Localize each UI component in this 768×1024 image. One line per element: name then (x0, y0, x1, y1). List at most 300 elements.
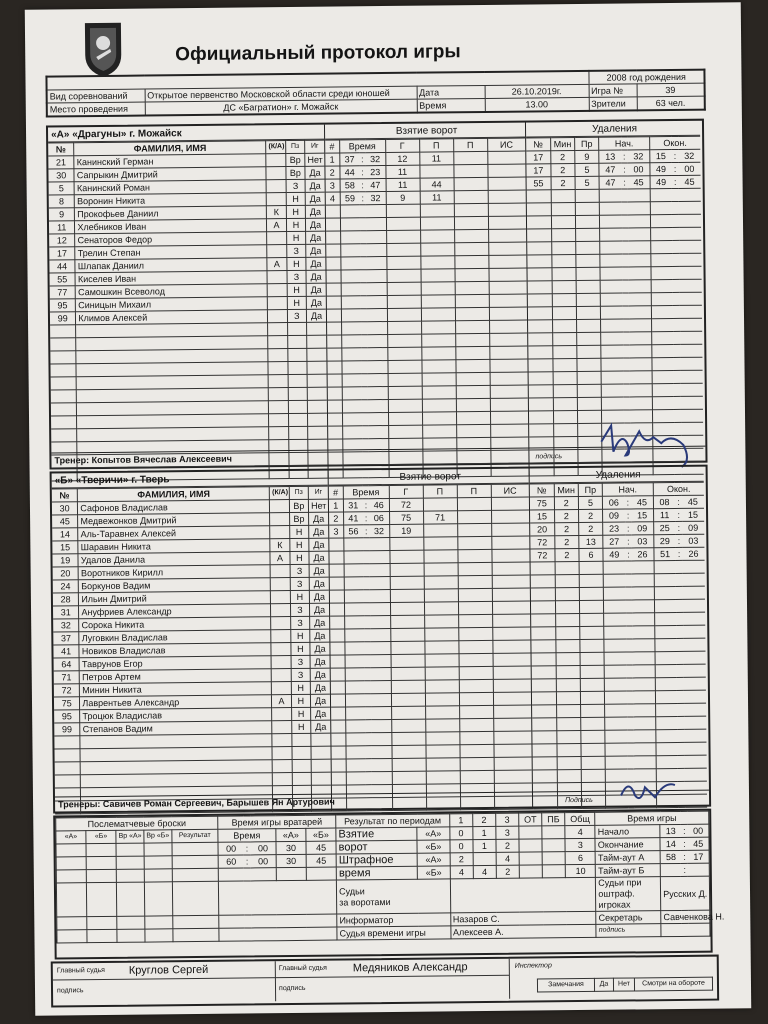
cell (633, 717, 655, 730)
cell (556, 717, 580, 730)
cell (555, 613, 579, 626)
time-a: 58 (660, 850, 681, 863)
player-position: Н (289, 538, 309, 551)
cell (489, 281, 527, 294)
team-a-signature (591, 411, 712, 472)
player-number: 30 (52, 502, 78, 515)
penalty-time-sep: : (675, 521, 682, 534)
player-position: З (286, 179, 306, 192)
goal-number: 2 (325, 166, 339, 179)
cell (343, 538, 363, 551)
shootout-a: «А» (56, 831, 86, 844)
cell (489, 333, 527, 346)
header-ka: (К/А) (270, 487, 290, 500)
cell (87, 916, 117, 929)
goalie-time-sep: : (243, 842, 250, 855)
summary-value (542, 852, 565, 865)
cell (529, 424, 553, 437)
cell (489, 268, 527, 281)
cell (424, 615, 458, 628)
cell (421, 269, 455, 282)
cell (529, 398, 553, 411)
penalty-start-sec: 45 (631, 496, 653, 509)
cell (370, 615, 390, 628)
cell (424, 602, 458, 615)
cell (605, 756, 627, 769)
player-position: Н (291, 642, 311, 655)
goal-minute: 56 (343, 525, 363, 538)
goal-scorer: 11 (385, 165, 419, 178)
cell (307, 335, 327, 348)
chief2-label: Главный судья (278, 964, 327, 973)
cell (556, 678, 580, 691)
cell (307, 322, 327, 335)
cell (459, 692, 493, 705)
cell (388, 373, 422, 386)
cell (371, 745, 391, 758)
player-role (272, 721, 292, 734)
cell (326, 244, 340, 257)
cell (366, 205, 386, 218)
player-name: Боркунов Вадим (79, 578, 271, 593)
goal-minute: 31 (343, 499, 363, 512)
cell (454, 216, 488, 229)
team-b-penalties-table (530, 482, 707, 810)
cell (654, 586, 676, 599)
goal-assist2 (453, 151, 487, 164)
cell (634, 730, 656, 743)
player-role (271, 669, 291, 682)
cell (268, 375, 288, 388)
cell (552, 255, 576, 268)
player-role (267, 271, 287, 284)
cell (311, 746, 331, 759)
cell (493, 666, 531, 679)
cell (51, 390, 77, 403)
player-name: Канинский Роман (74, 180, 266, 195)
cell (388, 386, 422, 399)
cell (292, 733, 312, 746)
cell (292, 759, 312, 772)
team-b-goals (329, 469, 534, 812)
cell (650, 202, 672, 215)
cell (684, 729, 706, 742)
player-played: Нет (308, 499, 328, 512)
competition-label: Вид соревнований (47, 89, 145, 103)
goal-second: 06 (369, 511, 389, 524)
player-position: Н (286, 231, 306, 244)
cell (366, 231, 386, 244)
cell (392, 771, 426, 784)
cell (391, 706, 425, 719)
chief1-name: Круглов Сергей (128, 963, 209, 977)
player-role (270, 565, 290, 578)
time-a (660, 863, 681, 876)
cell (424, 563, 458, 576)
cell (604, 665, 626, 678)
cell (390, 641, 424, 654)
cell (421, 321, 455, 334)
cell (551, 242, 575, 255)
summary-value: 0 (450, 840, 473, 853)
cell (342, 387, 362, 400)
cell (630, 384, 652, 397)
player-played: Да (310, 616, 330, 629)
cell (605, 743, 627, 756)
goal-second: 32 (365, 153, 385, 166)
penalty-end-min: 08 (653, 495, 675, 508)
player-played: Да (306, 218, 326, 231)
cell (577, 397, 601, 410)
cell (218, 868, 244, 881)
cell (682, 560, 704, 573)
cell (601, 371, 623, 384)
cell (346, 759, 366, 772)
cell (459, 718, 493, 731)
player-role (268, 310, 288, 323)
player-played: Да (306, 296, 326, 309)
penalty-reason: 5 (575, 176, 599, 189)
penalty-end-sec: 45 (682, 495, 704, 508)
summary-section (53, 809, 725, 960)
cell (272, 734, 292, 747)
cell (532, 744, 556, 757)
cell (492, 640, 530, 653)
goal-assist2 (457, 497, 491, 510)
player-role: К (267, 206, 287, 219)
cell (371, 693, 391, 706)
time-sep: : (681, 837, 688, 850)
goal-assist2 (457, 523, 491, 536)
player-name: Аль-Таравнех Алексей (78, 526, 270, 541)
cell (555, 562, 579, 575)
cell (371, 667, 391, 680)
periods-title: Результат по периодам (336, 814, 450, 828)
page-title: Официальный протокол игры (175, 41, 461, 66)
cell (651, 241, 673, 254)
player-name: Таврунов Егор (79, 656, 271, 671)
cell (651, 254, 673, 267)
cell (387, 269, 421, 282)
cell (628, 189, 650, 202)
header-goal-time: Время (343, 485, 389, 498)
inspector-label: Инспектор (514, 962, 552, 970)
cell (655, 625, 677, 638)
time-label: Тайм-аут А (595, 851, 660, 865)
cell (292, 746, 312, 759)
game-label: Игра № (589, 84, 637, 98)
header-pz: Пз (285, 140, 305, 153)
cell (577, 358, 601, 371)
cell (366, 244, 386, 257)
penalty-reason: 13 (579, 535, 603, 548)
cell (340, 205, 360, 218)
summary-value: 3 (565, 838, 595, 851)
cell (341, 361, 361, 374)
cell (683, 586, 705, 599)
cell (425, 745, 459, 758)
player-number: 31 (53, 606, 79, 619)
goal-time-sep: : (361, 193, 365, 204)
cell (684, 703, 706, 716)
cell (604, 652, 626, 665)
cell (387, 321, 421, 334)
cell (551, 203, 575, 216)
player-name: Синицын Михаил (76, 297, 268, 312)
player-position: Н (286, 205, 306, 218)
cell (684, 742, 706, 755)
goal-time-sep: : (361, 180, 364, 191)
cell (344, 642, 364, 655)
cell (387, 282, 421, 295)
cell (684, 664, 706, 677)
player-name: Луговкин Владислав (79, 630, 271, 645)
cell (553, 372, 577, 385)
player-role (271, 591, 291, 604)
venue-label: Место проведения (47, 102, 145, 117)
header-pen-min: Мин (550, 138, 574, 151)
cell (57, 930, 87, 943)
cell (576, 306, 600, 319)
player-position: Н (291, 720, 311, 733)
goal-scorer: 72 (389, 498, 423, 511)
cell (600, 280, 622, 293)
time-sep: : (681, 850, 688, 863)
penalty-time-sep: : (672, 175, 679, 188)
penalty-time-sep: : (625, 535, 632, 548)
cell (531, 640, 555, 653)
penalty-minutes: 2 (554, 523, 578, 536)
cell (54, 749, 80, 762)
cell (529, 385, 553, 398)
spectators-label: Зрители (589, 97, 637, 111)
cell (551, 216, 575, 229)
cell (683, 651, 705, 664)
goal-assist2 (453, 164, 487, 177)
cell (330, 629, 344, 642)
player-played: Да (309, 577, 329, 590)
cell (287, 335, 307, 348)
cell (55, 762, 81, 775)
cell (680, 370, 702, 383)
cell (288, 361, 308, 374)
cell (420, 256, 454, 269)
player-name: Сапрыкин Дмитрий (74, 167, 266, 182)
cell (459, 653, 493, 666)
cell (494, 757, 532, 770)
goal-minute: 58 (340, 179, 360, 192)
cell (327, 296, 341, 309)
cell (117, 882, 145, 916)
cell (372, 758, 392, 771)
cell (268, 349, 288, 362)
cell (340, 218, 360, 231)
cell (50, 351, 76, 364)
cell (651, 267, 673, 280)
cell (656, 742, 678, 755)
cell (116, 856, 144, 869)
cell (367, 347, 387, 360)
goal-assist1: 11 (419, 152, 453, 165)
cell (579, 561, 603, 574)
player-role (266, 180, 286, 193)
pim-b-value (542, 865, 565, 878)
cell (307, 374, 327, 387)
cell (654, 612, 676, 625)
cell (425, 667, 459, 680)
player-name: Прокофьев Даниил (75, 206, 267, 221)
player-role (271, 630, 291, 643)
cell (629, 332, 651, 345)
cell (366, 218, 386, 231)
team-b-penalties-title: Удаления (530, 467, 704, 484)
cell (344, 577, 364, 590)
cell (576, 293, 600, 306)
cell (421, 334, 455, 347)
penalty-minutes: 2 (550, 151, 574, 164)
cell (457, 536, 491, 549)
cell (679, 240, 701, 253)
penalty-time-sep: : (675, 508, 682, 521)
cell (327, 283, 341, 296)
cell (680, 305, 702, 318)
cell (576, 254, 600, 267)
cell (391, 693, 425, 706)
penalty-time-sep: : (621, 176, 628, 189)
cell (580, 704, 604, 717)
penalty-time-sep: : (625, 522, 632, 535)
cell (601, 384, 623, 397)
header-ig: Иг (305, 140, 325, 153)
penalty-start-sec: 03 (632, 535, 654, 548)
cell (116, 843, 144, 856)
cell (652, 370, 674, 383)
penalty-start-min: 47 (599, 163, 621, 176)
cell (629, 267, 651, 280)
cell (341, 322, 361, 335)
cell (600, 267, 622, 280)
cell (387, 295, 421, 308)
player-role (268, 297, 288, 310)
cell (528, 307, 552, 320)
team-b-penalty-row (530, 495, 704, 510)
player-played: Да (309, 564, 329, 577)
cell (87, 929, 117, 942)
cell (459, 666, 493, 679)
cell (532, 718, 556, 731)
shootout-gk-a: Вр «А» (116, 830, 144, 843)
cell (527, 242, 551, 255)
cell (172, 868, 218, 881)
cell (421, 295, 455, 308)
penalties-header-row (526, 136, 700, 151)
player-number: 95 (50, 299, 76, 312)
cell (680, 292, 702, 305)
pim-b-value: 4 (450, 866, 473, 879)
penalty-reason: 5 (575, 163, 599, 176)
goal-number: 3 (329, 525, 343, 538)
cell (492, 588, 530, 601)
cell (144, 856, 172, 869)
cell (493, 705, 531, 718)
cell (386, 204, 420, 217)
cell (553, 346, 577, 359)
goal-scorer: 9 (386, 191, 420, 204)
cell (490, 424, 528, 437)
player-position: З (287, 309, 307, 322)
goalie-time-header: Время (218, 829, 276, 843)
cell (633, 691, 655, 704)
cell (425, 693, 459, 706)
cell (341, 296, 361, 309)
cell (599, 189, 621, 202)
goal-second: 32 (369, 524, 389, 537)
cell (459, 679, 493, 692)
cell (680, 318, 702, 331)
goal-second: 23 (365, 166, 385, 179)
penalty-time-sep: : (621, 150, 628, 163)
cell (327, 361, 341, 374)
remarks-yes: Да (594, 978, 613, 991)
goalie-time-title: Время игры вратарей (218, 815, 336, 829)
cell (287, 322, 307, 335)
player-number: 19 (52, 554, 78, 567)
cell (326, 218, 340, 231)
time-sep: : (681, 824, 688, 837)
cell (367, 334, 387, 347)
time-label: Окончание (595, 838, 660, 852)
cell (288, 374, 308, 387)
player-role (267, 284, 287, 297)
cell (531, 575, 555, 588)
referees-divider-v2 (509, 959, 510, 999)
time-a: 13 (660, 824, 681, 837)
penalty-minutes: 2 (554, 510, 578, 523)
cell (328, 387, 342, 400)
cell (368, 425, 388, 438)
penalty-end-sec: 03 (682, 534, 704, 547)
penalty-reason: 5 (578, 496, 602, 509)
penalty-start-sec: 15 (631, 509, 653, 522)
cell (331, 707, 345, 720)
time-value: 13.00 (485, 97, 589, 112)
cell (656, 729, 678, 742)
player-name: Лаврентьев Александр (80, 695, 272, 710)
cell (576, 267, 600, 280)
player-number: 55 (50, 273, 76, 286)
goal-assist2 (454, 190, 488, 203)
cell (388, 412, 422, 425)
goal-minute: 41 (343, 512, 363, 525)
cell (391, 667, 425, 680)
cell (552, 307, 576, 320)
cell (650, 215, 672, 228)
penalty-time-sep: : (675, 495, 682, 508)
cell (601, 345, 623, 358)
cell (307, 400, 327, 413)
cell (392, 758, 426, 771)
cell (491, 549, 529, 562)
cell (577, 384, 601, 397)
cell (345, 746, 365, 759)
header-pen-end: Окон. (649, 136, 700, 150)
cell (629, 319, 651, 332)
goal-time-sep: : (361, 167, 364, 178)
penalty-number: 55 (527, 177, 551, 190)
cell (492, 627, 530, 640)
cell (679, 266, 701, 279)
player-played: Да (309, 590, 329, 603)
